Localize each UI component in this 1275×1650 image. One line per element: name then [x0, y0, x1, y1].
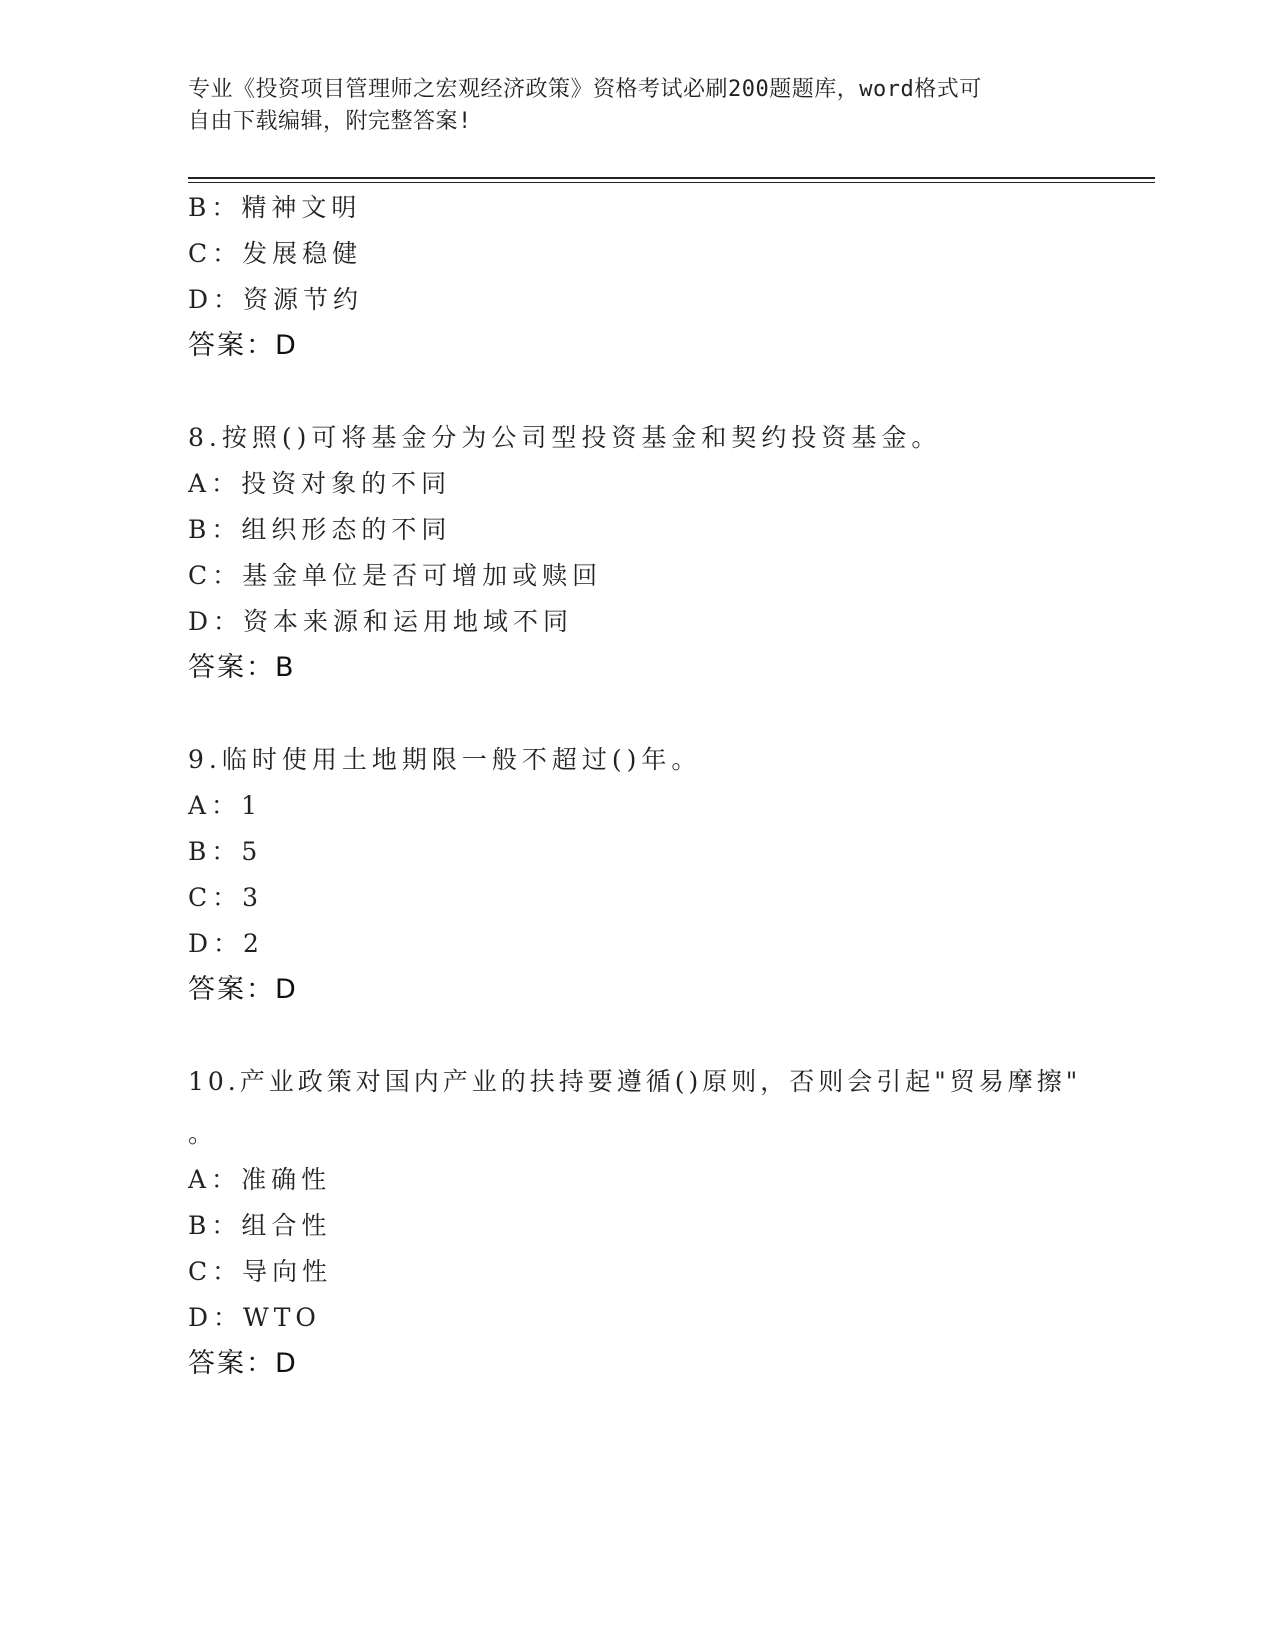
header-line-2: 自由下载编辑，附完整答案!: [188, 109, 472, 134]
question-10-option-a: A：准确性: [188, 1165, 332, 1194]
header-rule-thin: [188, 182, 1155, 183]
header-line-1: 专业《投资项目管理师之宏观经济政策》资格考试必刷200题题库，word格式可: [188, 77, 982, 102]
question-8-option-a: A：投资对象的不同: [188, 469, 452, 498]
header-rule-thick: [188, 177, 1155, 179]
prev-option-c: C：发展稳健: [188, 239, 363, 268]
question-10-option-d: D：WTO: [188, 1303, 321, 1332]
question-8-option-d: D：资本来源和运用地域不同: [188, 607, 574, 636]
question-10-answer: 答案：D: [188, 1348, 298, 1379]
question-8-stem: 8.按照()可将基金分为公司型投资基金和契约投资基金。: [188, 423, 942, 452]
question-10-stem: 10.产业政策对国内产业的扶持要遵循()原则，否则会引起"贸易摩擦": [188, 1067, 1082, 1096]
question-9-option-d: D：2: [188, 929, 264, 958]
prev-option-b: B：精神文明: [188, 193, 362, 222]
prev-option-d: D：资源节约: [188, 285, 364, 314]
question-9-stem: 9.临时使用土地期限一般不超过()年。: [188, 745, 702, 774]
question-9-answer: 答案：D: [188, 974, 298, 1005]
question-8-answer: 答案：B: [188, 652, 296, 683]
question-8-option-c: C：基金单位是否可增加或赎回: [188, 561, 603, 590]
prev-answer: 答案：D: [188, 330, 298, 361]
question-10-stem-continuation: 。: [188, 1119, 219, 1148]
question-9-option-a: A：1: [188, 791, 262, 820]
question-9-option-b: B：5: [188, 837, 263, 866]
question-8-option-b: B：组织形态的不同: [188, 515, 452, 544]
question-10-option-c: C：导向性: [188, 1257, 333, 1286]
question-9-option-c: C：3: [188, 883, 264, 912]
question-10-option-b: B：组合性: [188, 1211, 332, 1240]
document-header: [188, 74, 1068, 138]
